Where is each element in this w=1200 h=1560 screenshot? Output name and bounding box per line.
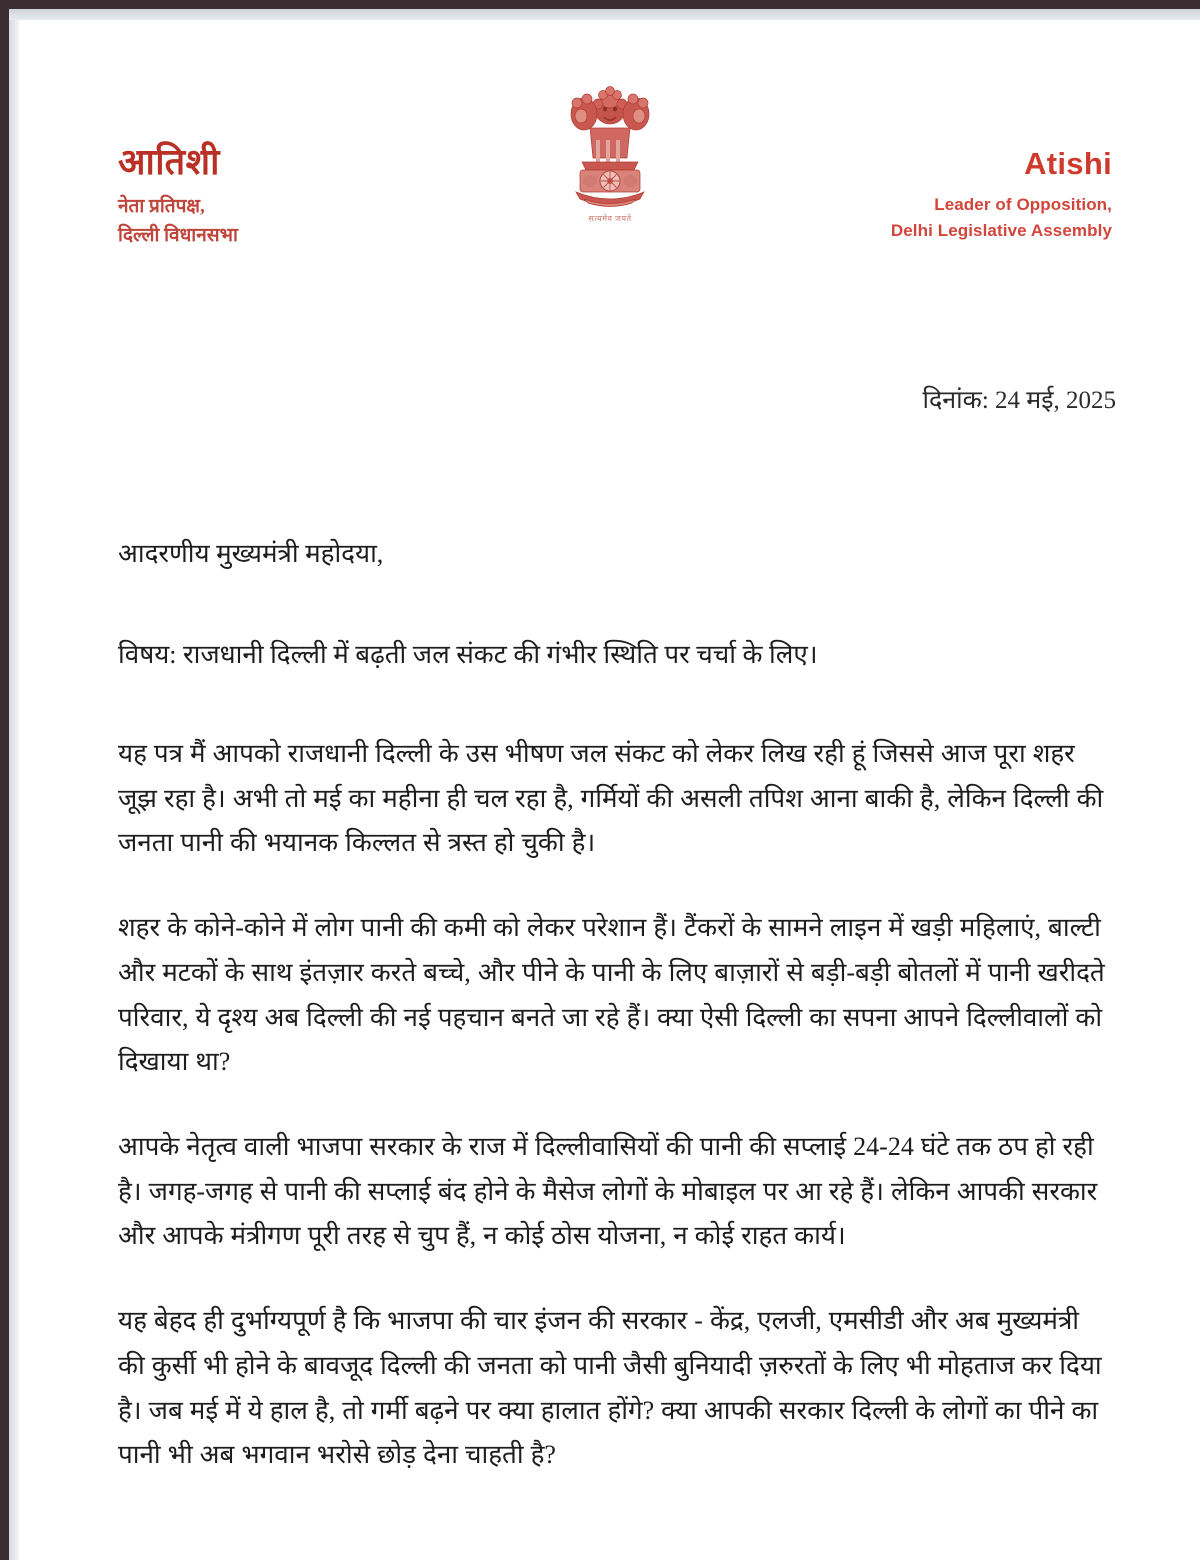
scan-top-grey-strip: [8, 9, 1200, 20]
scan-left-grey-strip: [9, 20, 19, 1560]
scan-top-border: [0, 0, 1200, 9]
letterhead-role-english-line2: Delhi Legislative Assembly: [890, 221, 1112, 241]
letter-date: दिनांक: 24 मई, 2025: [922, 387, 1116, 414]
scan-left-border: [0, 0, 9, 1560]
ashoka-lion-capital-icon: [562, 80, 658, 212]
letterhead-english-block: [891, 146, 1112, 245]
letter-paragraph: यह पत्र मैं आपको राजधानी दिल्ली के उस भीषण जल संकट को लेकर लिख रही हूं जिससे आज पूरा शहर जूझ रहा है। अभी तो मई का महीना ही चल रहा है, गर्मियों की असली तपिश आना बाकी है, लेकिन दिल्ली की जनता पानी की भयानक किल्लत से त्रस्त हो चुकी है।: [118, 739, 1104, 858]
letter-paragraph: आपके नेतृत्व वाली भाजपा सरकार के राज में दिल्लीवासियों की पानी की सप्लाई 24-24 घंटे तक ठप हो रही है। जगह-जगह से पानी की सप्लाई बंद होने के मैसेज लोगों के मोबाइल पर आ रहे हैं। लेकिन आपकी सरकार और आपके मंत्रीगण पूरी तरह से चुप हैं, न कोई ठोस योजना, न कोई राहत कार्य।: [118, 1132, 1098, 1251]
letterhead-role-english-line1: Leader of Opposition,: [934, 195, 1112, 214]
emblem-motto-text: सत्यमेव जयते: [588, 214, 632, 223]
national-emblem-block: [545, 80, 675, 224]
letterhead-name-hindi: आतिशी: [118, 142, 220, 182]
letter-page: [19, 20, 1200, 1560]
letterhead-hindi-block: [118, 140, 238, 250]
letterhead-name-english: Atishi: [1024, 146, 1112, 181]
letterhead-role-hindi-line2: दिल्ली विधानसभा: [118, 224, 238, 246]
letter-paragraph: यह बेहद ही दुर्भाग्यपूर्ण है कि भाजपा की चार इंजन की सरकार - केंद्र, एलजी, एमसीडी और अब मुख्यमंत्री की कुर्सी भी होने के बावजूद दिल्ली की जनता को पानी जैसी बुनियादी ज़रुरतों के लिए भी मोहताज कर दिया है। जब मई में ये हाल है, तो गर्मी बढ़ने पर क्या हालात होंगे? क्या आपकी सरकार दिल्ली के लोगों का पीने का पानी भी अब भगवान भरोसे छोड़ देना चाहती है?: [118, 1306, 1102, 1470]
letterhead: [19, 20, 1200, 270]
letter-salutation: आदरणीय मुख्यमंत्री महोदया,: [118, 539, 384, 568]
letter-body: [19, 534, 1200, 1478]
letterhead-role-hindi-line1: नेता प्रतिपक्ष,: [118, 196, 205, 217]
letter-subject-line: विषय: राजधानी दिल्ली में बढ़ती जल संकट की गंभीर स्थिति पर चर्चा के लिए।: [118, 640, 818, 669]
letter-paragraph: शहर के कोने-कोने में लोग पानी की कमी को लेकर परेशान हैं। टैंकरों के सामने लाइन में खड़ी महिलाएं, बाल्टी और मटकों के साथ इंतज़ार करते बच्चे, और पीने के पानी के लिए बाज़ारों से बड़ी-बड़ी बोतलों में पानी खरीदते परिवार, ये दृश्य अब दिल्ली की नई पहचान बनते जा रहे हैं। क्या ऐसी दिल्ली का सपना आपने दिल्लीवालों को दिखाया था?: [118, 913, 1105, 1077]
